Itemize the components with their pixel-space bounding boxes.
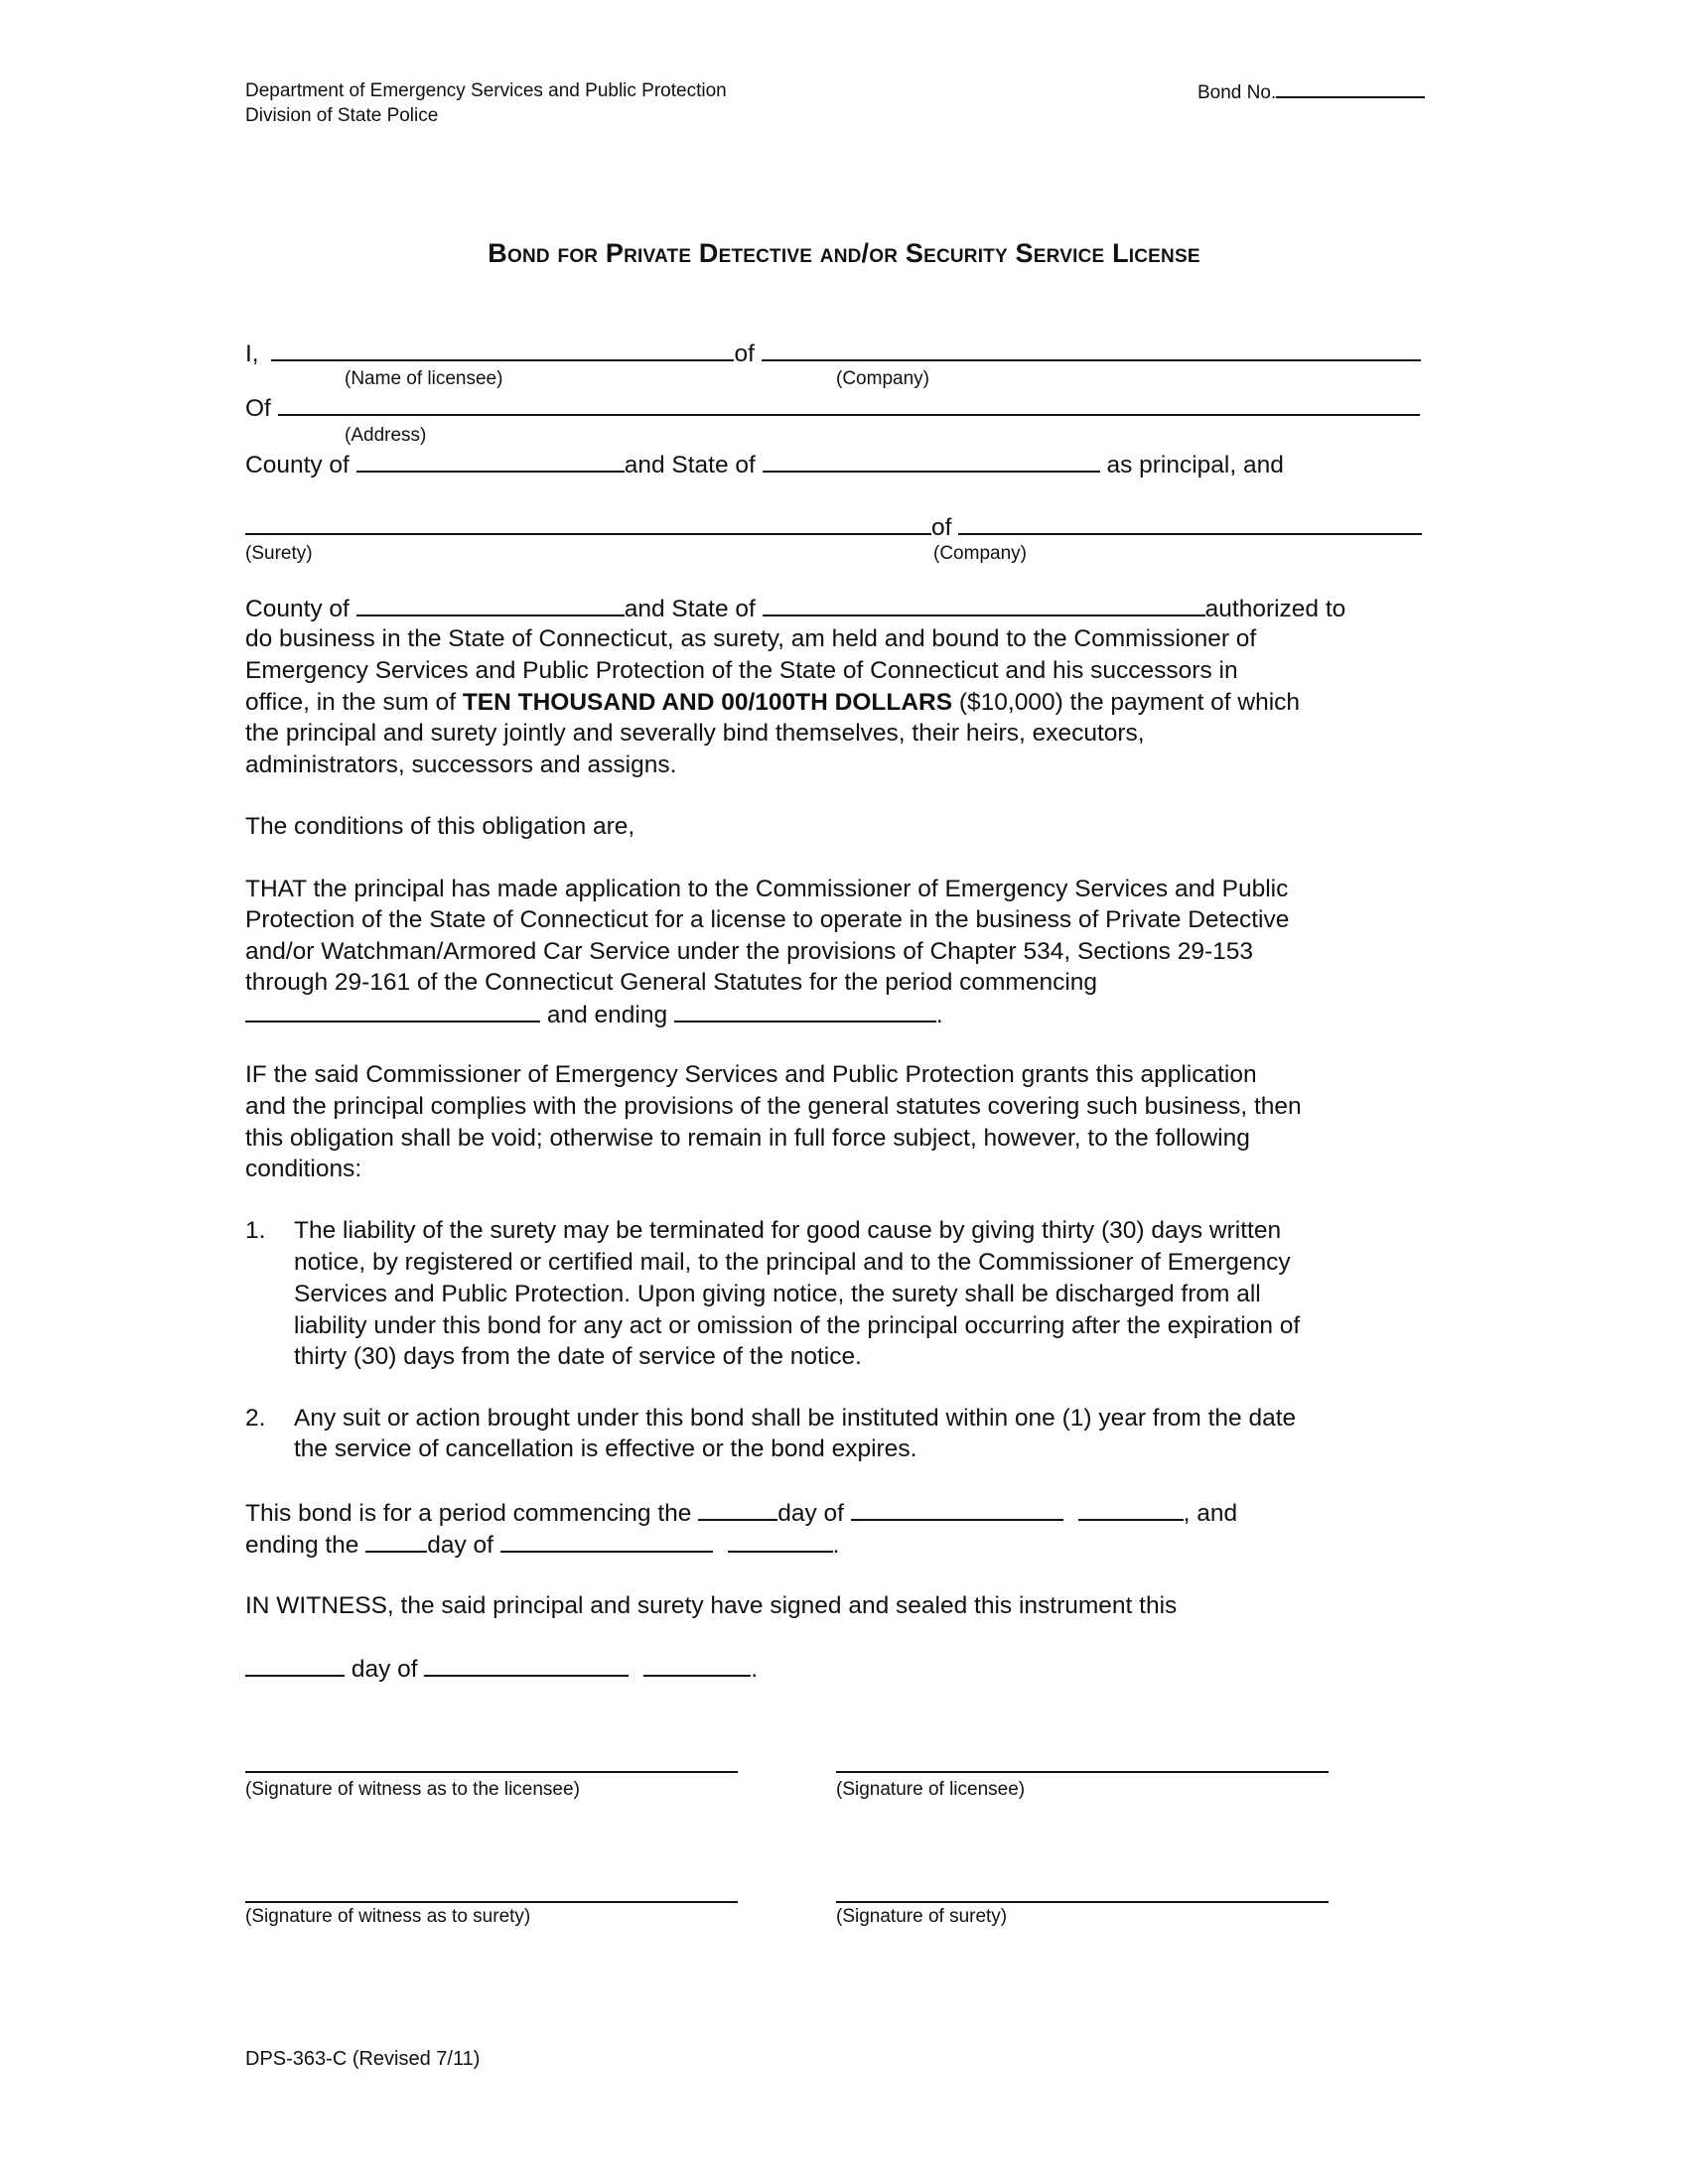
condition-line: notice, by registered or certified mail, to the principal and to the Commissioner of Emergency [294,1249,1291,1276]
i-label: I, [245,341,259,367]
address-caption: (Address) [345,425,427,446]
condition-number: 1. [245,1217,266,1244]
paragraph-line: do business in the State of Connecticut, as surety, am held and bound to the Commissioner of [245,625,1257,652]
paragraph-line: and the principal complies with the provisions of the general statutes covering such business, then [245,1093,1302,1120]
text: day of [777,1500,844,1527]
surety-signature-caption: (Signature of surety) [836,1906,1008,1927]
text: ($10,000) the payment of which [952,689,1301,716]
principal-county-blank[interactable] [356,449,625,473]
witness-year-blank[interactable] [643,1653,751,1677]
surety-county-line [245,593,1345,625]
commencing-year-blank[interactable] [1078,1497,1184,1521]
paragraph-line [245,687,1300,719]
department-name: Department of Emergency Services and Public Protection [245,80,727,101]
text: , and [1183,1500,1238,1527]
ending-day-blank[interactable] [365,1529,427,1553]
text: day of [351,1656,418,1683]
surety-line [245,511,1422,544]
text: ending the [245,1532,359,1559]
principal-county-line [245,449,1284,481]
witness-day-blank[interactable] [245,1653,345,1677]
surety-name-blank[interactable] [245,511,931,535]
witness-date-line [245,1653,758,1686]
surety-company-caption: (Company) [933,543,1027,564]
bond-amount: TEN THOUSAND AND 00/100TH DOLLARS [462,689,953,716]
bond-number-label: Bond No. [1197,82,1277,103]
witness-licensee-signature-line[interactable] [245,1771,738,1773]
period: . [751,1656,758,1683]
condition-line: Any suit or action brought under this bond shall be instituted within one (1) year from the date [294,1405,1297,1432]
paragraph-line: conditions: [245,1156,362,1182]
surety-company-blank[interactable] [958,511,1422,535]
bond-period-line [245,1497,1237,1530]
surety-state-blank[interactable] [763,593,1205,616]
county-label: County of [245,452,350,478]
company-caption: (Company) [836,368,929,389]
condition-line: the service of cancellation is effective or the bond expires. [294,1435,917,1462]
form-number: DPS-363-C (Revised 7/11) [245,2048,481,2070]
paragraph-line: Protection of the State of Connecticut for a license to operate in the business of Private Detective [245,906,1290,933]
text: day of [427,1532,493,1559]
surety-signature-line[interactable] [836,1901,1329,1903]
and-ending-text: and ending [546,1002,668,1028]
bond-period-line [245,1529,839,1562]
paragraph-line: Emergency Services and Public Protection of the State of Connecticut and his successors in [245,657,1238,684]
state-label: and State of [624,452,756,478]
condition-line: liability under this bond for any act or omission of the principal occurring after the expiration of [294,1312,1301,1339]
paragraph-line: IF the said Commissioner of Emergency Services and Public Protection grants this application [245,1061,1257,1088]
paragraph-line: administrators, successors and assigns. [245,751,677,778]
ending-date-blank[interactable] [674,999,936,1023]
of-label: of [931,514,952,541]
condition-line: The liability of the surety may be terminated for good cause by giving thirty (30) days written [294,1217,1282,1244]
page-title: Bond for Private Detective and/or Security Service License [488,238,1200,268]
surety-county-blank[interactable] [356,593,625,616]
authorized-text: authorized to [1204,596,1346,622]
paragraph-line: through 29-161 of the Connecticut General Statutes for the period commencing [245,969,1098,996]
of-label: of [734,341,755,367]
surety-caption: (Surety) [245,543,313,564]
period: . [832,1532,840,1559]
paragraph-line: the principal and surety jointly and severally bind themselves, their heirs, executors, [245,720,1145,747]
witness-month-blank[interactable] [424,1653,629,1677]
text: office, in the sum of [245,689,463,716]
witness-surety-caption: (Signature of witness as to surety) [245,1906,531,1927]
paragraph-line: THAT the principal has made application to the Commissioner of Emergency Services and Public [245,876,1289,902]
period: . [935,1002,943,1028]
bond-number-blank[interactable] [1276,79,1425,98]
licensee-name-blank[interactable] [271,338,734,361]
address-blank[interactable] [278,392,1420,416]
state-label: and State of [624,596,756,622]
condition-line: thirty (30) days from the date of service of the notice. [294,1343,862,1370]
principal-state-blank[interactable] [763,449,1100,473]
licensee-caption: (Signature of licensee) [836,1779,1026,1800]
licensee-company-blank[interactable] [762,338,1421,361]
bond-number-field[interactable] [1197,79,1425,105]
ending-month-blank[interactable] [500,1529,713,1553]
as-principal-text: as principal, and [1106,452,1284,478]
commencing-month-blank[interactable] [851,1497,1063,1521]
condition-line: Services and Public Protection. Upon giving notice, the surety shall be discharged from all [294,1281,1261,1307]
of-label: Of [245,395,271,422]
commencing-date-blank[interactable] [245,999,540,1023]
ending-year-blank[interactable] [728,1529,833,1553]
conditions-intro: The conditions of this obligation are, [245,813,635,840]
address-line [245,392,1420,425]
licensee-line [245,338,1421,370]
license-period-line [245,999,943,1031]
division-name: Division of State Police [245,105,439,126]
condition-number: 2. [245,1405,266,1432]
licensee-signature-line[interactable] [836,1771,1329,1773]
witness-surety-signature-line[interactable] [245,1901,738,1903]
paragraph-line: this obligation shall be void; otherwise to remain in full force subject, however, to the following [245,1125,1250,1152]
county-label: County of [245,596,350,622]
commencing-day-blank[interactable] [698,1497,777,1521]
witness-text: IN WITNESS, the said principal and surety have signed and sealed this instrument this [245,1592,1178,1619]
witness-licensee-caption: (Signature of witness as to the licensee) [245,1779,580,1800]
name-caption: (Name of licensee) [345,368,503,389]
text: This bond is for a period commencing the [245,1500,692,1527]
paragraph-line: and/or Watchman/Armored Car Service under the provisions of Chapter 534, Sections 29-153 [245,938,1254,965]
